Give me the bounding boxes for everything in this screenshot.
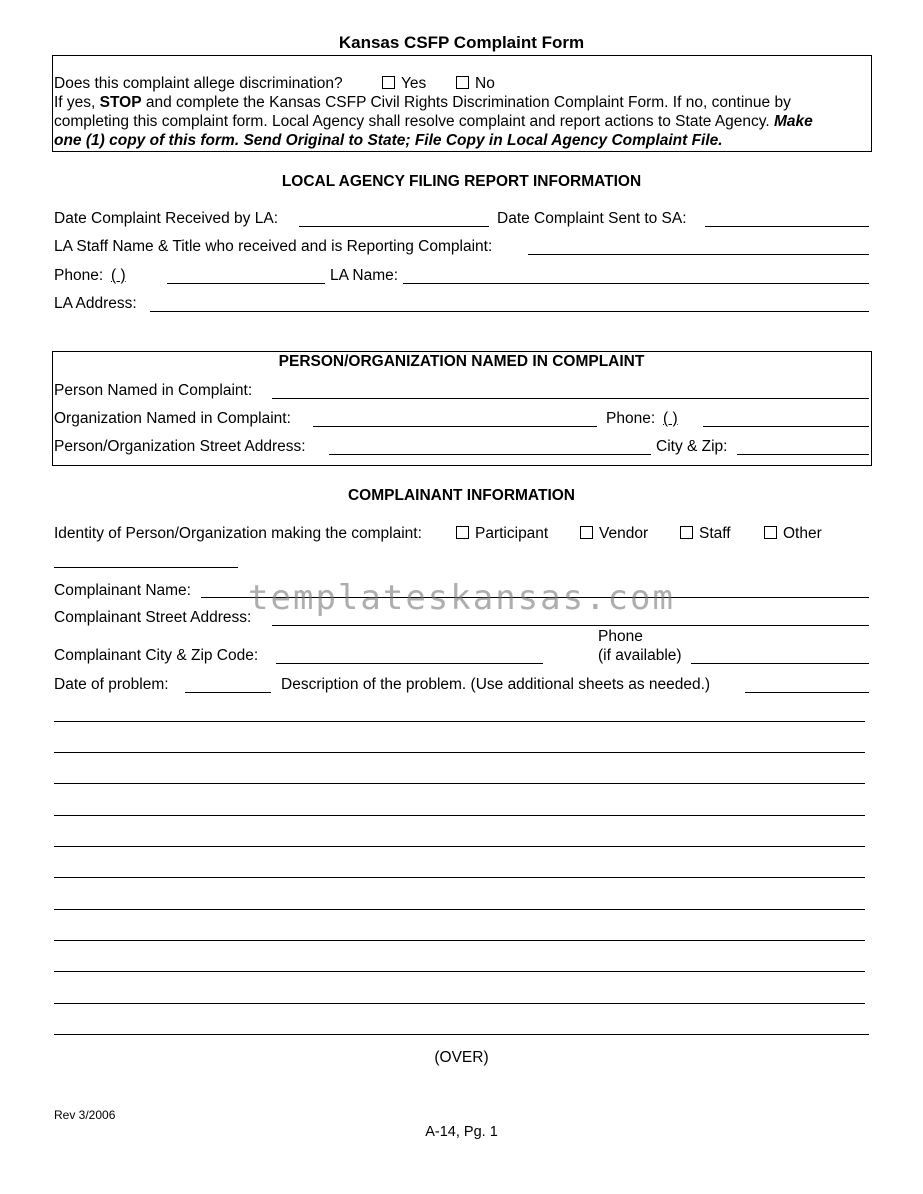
- person-named-label: Person Named in Complaint:: [54, 382, 253, 399]
- over-label: (OVER): [434, 1049, 489, 1066]
- org-named-field[interactable]: [313, 426, 597, 427]
- description-line[interactable]: [54, 783, 865, 784]
- no-checkbox[interactable]: [456, 76, 469, 89]
- complainant-city-field[interactable]: [276, 663, 543, 664]
- other-option[interactable]: [764, 525, 822, 543]
- watermark: templateskansas.com: [248, 578, 675, 618]
- date-received-label: Date Complaint Received by LA:: [54, 210, 279, 227]
- org-street-field[interactable]: [329, 454, 651, 455]
- named-heading: PERSON/ORGANIZATION NAMED IN COMPLAINT: [278, 353, 645, 370]
- description-line[interactable]: [54, 752, 865, 753]
- description-line[interactable]: [54, 940, 865, 941]
- person-named-field[interactable]: [272, 398, 869, 399]
- description-field-start[interactable]: [745, 692, 869, 693]
- yes-label: Yes: [401, 75, 427, 92]
- instruction-line-1: [54, 94, 791, 112]
- instruction-3-bold: one (1) copy of this form. Send Original to State; File Copy in Local Agency Complaint File.: [54, 132, 723, 149]
- org-city-label: City & Zip:: [656, 438, 728, 455]
- staff-label: LA Staff Name & Title who received and is Reporting Complaint:: [54, 238, 493, 255]
- vendor-option[interactable]: [580, 525, 648, 543]
- description-line[interactable]: [54, 909, 865, 910]
- instruction-line-2: [54, 113, 813, 131]
- la-phone-label: Phone:: [54, 267, 104, 284]
- instruction-1-post: and complete the Kansas CSFP Civil Rights Discrimination Complaint Form. If no, continue by: [141, 94, 791, 111]
- description-label: Description of the problem. (Use additional sheets as needed.): [281, 676, 711, 693]
- participant-checkbox[interactable]: [456, 526, 469, 539]
- description-line[interactable]: [54, 1034, 869, 1035]
- complainant-street-field[interactable]: [272, 625, 869, 626]
- complainant-street-label: Complainant Street Address:: [54, 609, 252, 626]
- revision-label: Rev 3/2006: [54, 1108, 116, 1122]
- la-phone-area-code[interactable]: ( ): [111, 267, 126, 284]
- la-name-label: LA Name:: [330, 267, 399, 284]
- complainant-heading: COMPLAINANT INFORMATION: [347, 487, 576, 504]
- no-label: No: [475, 75, 495, 92]
- date-sent-label: Date Complaint Sent to SA:: [497, 210, 687, 227]
- complainant-name-label: Complainant Name:: [54, 582, 191, 599]
- yes-checkbox[interactable]: [382, 76, 395, 89]
- la-address-label: LA Address:: [54, 295, 137, 312]
- instruction-2-make: Make: [773, 113, 813, 130]
- staff-option[interactable]: [680, 525, 731, 543]
- org-phone-field[interactable]: [703, 426, 869, 427]
- description-line[interactable]: [54, 721, 865, 722]
- local-agency-heading: LOCAL AGENCY FILING REPORT INFORMATION: [281, 173, 642, 190]
- description-line[interactable]: [54, 971, 865, 972]
- other-label: Other: [783, 525, 822, 542]
- staff-label-option: Staff: [699, 525, 731, 542]
- description-line[interactable]: [54, 877, 865, 878]
- no-option[interactable]: [456, 75, 495, 93]
- instruction-2-pre: completing this complaint form. Local Agency shall resolve complaint and report actions to State Agency.: [54, 113, 774, 130]
- vendor-checkbox[interactable]: [580, 526, 593, 539]
- org-phone-area-code[interactable]: ( ): [663, 410, 678, 427]
- other-checkbox[interactable]: [764, 526, 777, 539]
- identity-label: Identity of Person/Organization making the complaint:: [54, 525, 422, 542]
- la-name-field[interactable]: [403, 283, 869, 284]
- phone-label-line2: (if available): [598, 647, 682, 664]
- org-city-field[interactable]: [737, 454, 869, 455]
- description-line[interactable]: [54, 846, 865, 847]
- participant-label: Participant: [475, 525, 549, 542]
- staff-checkbox[interactable]: [680, 526, 693, 539]
- date-received-field[interactable]: [299, 226, 489, 227]
- other-specify-field[interactable]: [54, 567, 238, 568]
- la-phone-field[interactable]: [167, 283, 325, 284]
- date-sent-field[interactable]: [705, 226, 869, 227]
- vendor-label: Vendor: [599, 525, 649, 542]
- la-address-field[interactable]: [150, 311, 869, 312]
- staff-field[interactable]: [528, 254, 869, 255]
- page-number: A-14, Pg. 1: [425, 1124, 498, 1140]
- instruction-1-stop: STOP: [99, 94, 142, 111]
- phone-label-line1: Phone: [598, 628, 643, 645]
- form-title: Kansas CSFP Complaint Form: [338, 33, 585, 52]
- yes-option[interactable]: [382, 75, 426, 93]
- complainant-city-label: Complainant City & Zip Code:: [54, 647, 259, 664]
- org-street-label: Person/Organization Street Address:: [54, 438, 306, 455]
- instruction-line-3: [54, 132, 723, 150]
- participant-option[interactable]: [456, 525, 548, 543]
- org-named-label: Organization Named in Complaint:: [54, 410, 291, 427]
- date-problem-field[interactable]: [185, 692, 271, 693]
- discrimination-question: Does this complaint allege discrimination?: [54, 75, 343, 92]
- description-line[interactable]: [54, 815, 865, 816]
- description-line[interactable]: [54, 1003, 865, 1004]
- instruction-1-pre: If yes,: [54, 94, 100, 111]
- org-phone-label: Phone:: [606, 410, 656, 427]
- complainant-phone-field[interactable]: [691, 663, 869, 664]
- date-problem-label: Date of problem:: [54, 676, 169, 693]
